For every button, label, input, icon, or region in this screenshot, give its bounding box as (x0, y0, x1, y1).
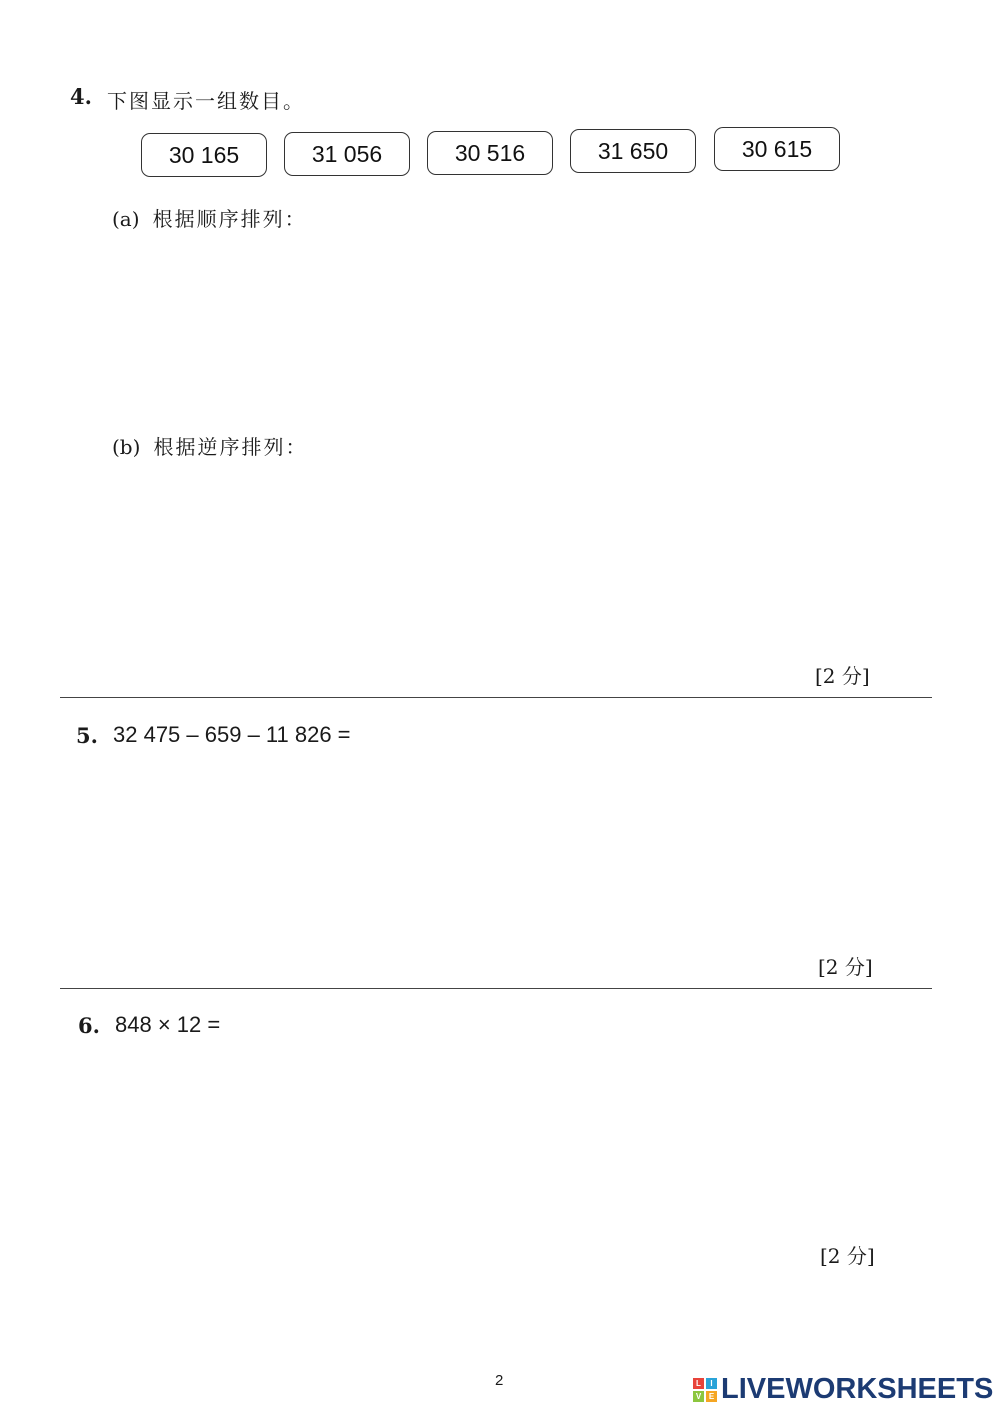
q6-expression: 848 × 12 = (115, 1012, 221, 1037)
q4-part-a-text: 根据顺序排列： (152, 207, 307, 231)
q5-number: 5. (76, 723, 98, 748)
divider-1 (60, 697, 932, 698)
q4-prompt: 下图显示一组数目。 (107, 89, 305, 113)
number-card-5: 30 615 (714, 127, 840, 171)
number-card-2: 31 056 (284, 132, 410, 176)
page-number: 2 (495, 1372, 504, 1389)
logo-tile-e: E (706, 1391, 717, 1402)
q4-part-a-label: (a) (112, 207, 140, 231)
divider-2 (60, 988, 932, 989)
number-card-4: 31 650 (570, 129, 696, 173)
q4-marks: [2 分] (815, 664, 870, 688)
q6-number: 6. (78, 1013, 100, 1038)
q5-marks: [2 分] (818, 955, 873, 979)
logo-icon (693, 1378, 717, 1402)
logo-text: LIVEWORKSHEETS (721, 1373, 994, 1405)
logo-tile-v: V (693, 1391, 704, 1402)
q4-part-b-label: (b) (112, 435, 141, 459)
logo-tile-i: I (706, 1378, 717, 1389)
number-card-1: 30 165 (141, 133, 267, 177)
q5-expression: 32 475 – 659 – 11 826 = (113, 722, 351, 747)
q6-marks: [2 分] (820, 1244, 875, 1268)
q4-part-b-text: 根据逆序排列： (153, 435, 308, 459)
liveworksheets-logo (693, 1373, 993, 1406)
q4-number: 4. (70, 84, 92, 109)
q4-part-b (112, 431, 308, 460)
logo-tile-l: L (693, 1378, 704, 1389)
number-card-3: 30 516 (427, 131, 553, 175)
q4-part-a (112, 203, 307, 232)
